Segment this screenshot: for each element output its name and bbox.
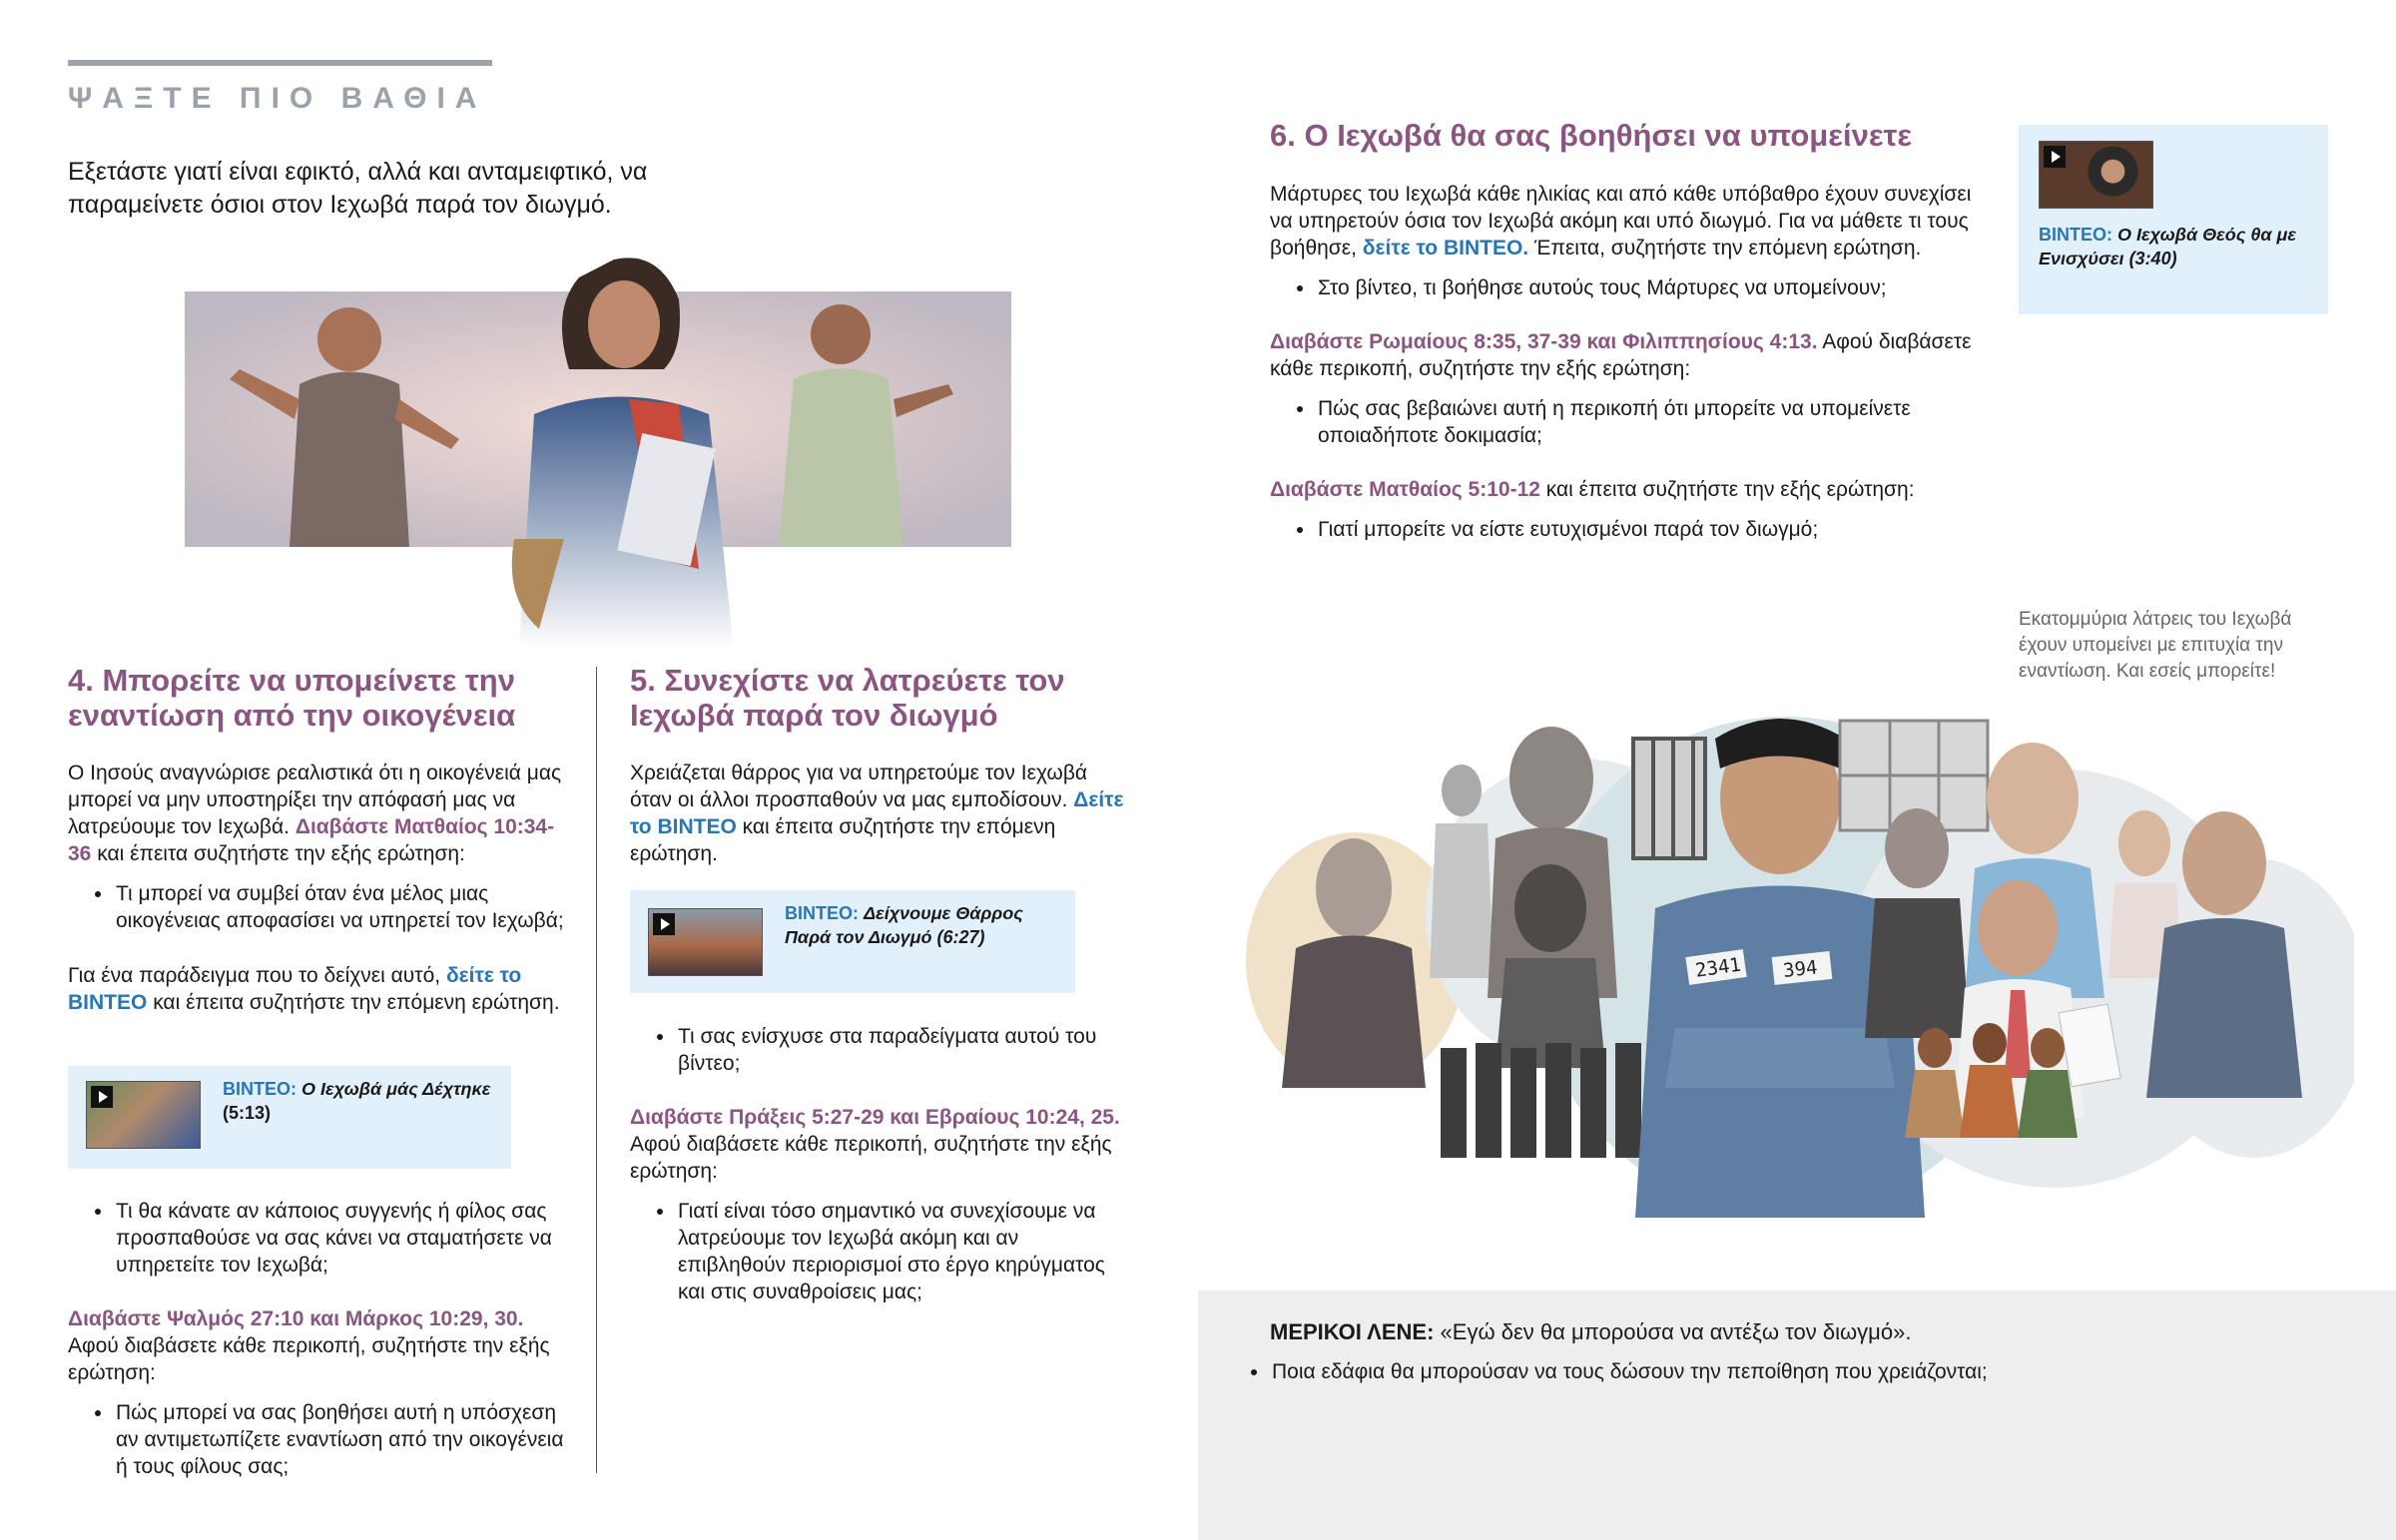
watch-video-link[interactable]: δείτε το ΒΙΝΤΕΟ xyxy=(68,964,522,1014)
video-card-section-5[interactable] xyxy=(630,890,1075,993)
section-4-continued xyxy=(68,1198,567,1480)
video-card-section-4[interactable] xyxy=(68,1066,511,1169)
illustration-caption: Εκατομμύρια λάτρεις του Ιεχωβά έχουν υπομείνει με επιτυχία την εναντίωση. Και εσείς μπορείτε! xyxy=(2019,609,2292,682)
some-say-label: ΜΕΡΙΚΟΙ ΛΕΝΕ: xyxy=(1270,1319,1435,1344)
question-item: • Γιατί είναι τόσο σημαντικό να συνεχίσουμε να λατρεύουμε τον Ιεχωβά ακόμη και αν επιβληθούν περιορισμοί στο έργο κηρύγματος και στις συναθροίσεις μας; xyxy=(676,1198,1124,1305)
section-5 xyxy=(630,663,1124,867)
section-4 xyxy=(68,663,567,1016)
section-kicker: ΨΑΞΤΕ ΠΙΟ ΒΑΘΙΑ xyxy=(68,82,487,115)
question-item: • Τι σας ενίσχυσε στα παραδείγματα αυτού του βίντεο; xyxy=(676,1023,1124,1077)
scripture-link[interactable]: Διαβάστε Ματθαίος 10:34-36 xyxy=(68,815,555,865)
scripture-link[interactable]: Διαβάστε Πράξεις 5:27-29 και Εβραίους 10:24, 25. xyxy=(630,1106,1120,1129)
section-6-paragraph-2: Διαβάστε Ρωμαίους 8:35, 37-39 και Φιλιππησίους 4:13. Αφού διαβάσετε κάθε περικοπή, συζητήστε την εξής ερώτηση: xyxy=(1270,330,1972,380)
section-5-paragraph-1: Χρειάζεται θάρρος για να υπηρετούμε τον Ιεχωβά όταν οι άλλοι προσπαθούν να μας εμποδίσουν. Δείτε το ΒΙΝΤΕΟ και έπειτα συζητήστε την επόμενη ερώτηση. xyxy=(630,762,1124,865)
question-item: • Γιατί μπορείτε να είστε ευτυχισμένοι παρά τον διωγμό; xyxy=(1316,516,1979,543)
video-thumbnail[interactable] xyxy=(648,908,763,976)
kicker-rule xyxy=(68,60,492,66)
question-item: • Τι μπορεί να συμβεί όταν ένα μέλος μιας οικογένειας αποφασίσει να υπηρετεί τον Ιεχωβά; xyxy=(114,880,567,934)
question-item: • Πώς σας βεβαιώνει αυτή η περικοπή ότι μπορείτε να υπομείνετε οποιαδήποτε δοκιμασία; xyxy=(1316,395,1979,449)
some-say-quote: «Εγώ δεν θα μπορούσα να αντέξω τον διωγμό». xyxy=(1440,1319,1912,1344)
question-item: • Ποια εδάφια θα μπορούσαν να τους δώσουν την πεποίθηση που χρειάζονται; xyxy=(1270,1358,2368,1385)
section-5-continued xyxy=(630,1023,1124,1305)
prisoner-number-1: 2341 xyxy=(1693,953,1743,982)
video-card-section-6[interactable] xyxy=(2019,125,2328,314)
intro-text: Εξετάστε γιατί είναι εφικτό, αλλά και ανταμειφτικό, να παραμείνετε όσιοι στον Ιεχωβά παρά τον διωγμό. xyxy=(68,158,648,219)
section-4-paragraph-3: Διαβάστε Ψαλμός 27:10 και Μάρκος 10:29, 30. Αφού διαβάσετε κάθε περικοπή, συζητήστε την εξής ερώτηση: xyxy=(68,1307,550,1384)
question-list xyxy=(630,1023,1124,1077)
prisoner-number-2: 394 xyxy=(1782,956,1819,982)
question-item: • Πώς μπορεί να σας βοηθήσει αυτή η υπόσχεση αν αντιμετωπίζετε εναντίωση από την οικογένεια ή τους φίλους σας; xyxy=(114,1399,567,1480)
question-list xyxy=(1270,274,1979,301)
question-list xyxy=(1224,1358,2368,1385)
scripture-link[interactable]: Διαβάστε Ματθαίος 5:10-12 xyxy=(1270,478,1540,501)
watch-video-link[interactable]: δείτε το ΒΙΝΤΕΟ. xyxy=(1362,237,1529,259)
section-4-paragraph-2: Για ένα παράδειγμα που το δείχνει αυτό, δείτε το ΒΙΝΤΕΟ και έπειτα συζητήστε την επόμενη ερώτηση. xyxy=(68,964,560,1014)
section-6-title: 6. Ο Ιεχωβά θα σας βοηθήσει να υπομείνετε xyxy=(1270,118,1913,153)
section-6 xyxy=(1270,118,1979,543)
video-caption: ΒΙΝΤΕΟ: Δείχνουμε Θάρρος Παρά τον Διωγμό (6:27) xyxy=(785,903,1023,947)
section-4-paragraph-1: Ο Ιησούς αναγνώρισε ρεαλιστικά ότι η οικογένειά μας μπορεί να μην υποστηρίξει την απόφασή μας να λατρεύουμε τον Ιεχωβά. Διαβάστε Ματθαίος 10:34-36 και έπειτα συζητήστε την εξής ερώτηση: xyxy=(68,762,562,865)
some-say-box xyxy=(1198,1290,2396,1540)
question-item: • Στο βίντεο, τι βοήθησε αυτούς τους Μάρτυρες να υπομείνουν; xyxy=(1316,274,1979,301)
video-thumbnail[interactable] xyxy=(86,1081,201,1149)
some-say-statement xyxy=(1270,1318,1911,1345)
question-list xyxy=(1270,395,1979,449)
play-icon[interactable] xyxy=(653,913,675,935)
question-item: • Τι θα κάνατε αν κάποιος συγγενής ή φίλος σας προσπαθούσε να σας κάνει να σταματήσετε να υπηρετείτε τον Ιεχωβά; xyxy=(114,1198,567,1279)
video-caption: ΒΙΝΤΕΟ: Ο Ιεχωβά μάς Δέχτηκε (5:13) xyxy=(223,1079,491,1123)
question-list xyxy=(630,1198,1124,1305)
watch-video-link[interactable]: Δείτε το ΒΙΝΤΕΟ xyxy=(630,788,1124,838)
faithful-witnesses-collage xyxy=(1226,699,2354,1218)
column-divider xyxy=(596,667,597,1473)
section-5-title: 5. Συνεχίστε να λατρεύετε τον Ιεχωβά παρά τον διωγμό xyxy=(630,663,1065,733)
play-icon[interactable] xyxy=(2044,146,2066,168)
video-caption: ΒΙΝΤΕΟ: Ο Ιεχωβά Θεός θα με Ενισχύσει (3:40) xyxy=(2039,225,2296,268)
section-4-title: 4. Μπορείτε να υπομείνετε την εναντίωση από την οικογένεια xyxy=(68,663,516,733)
question-list xyxy=(68,1399,567,1480)
section-6-paragraph-3: Διαβάστε Ματθαίος 5:10-12 και έπειτα συζητήστε την εξής ερώτηση: xyxy=(1270,478,1915,501)
section-6-paragraph-1: Μάρτυρες του Ιεχωβά κάθε ηλικίας και από κάθε υπόβαθρο έχουν συνεχίσει να υπηρετούν όσια τον Ιεχωβά ακόμη και υπό διωγμό. Για να μάθετε τι τους βοήθησε, δείτε το ΒΙΝΤΕΟ. Έπειτα, συζητήστε την επόμενη ερώτηση. xyxy=(1270,183,1972,259)
scripture-link[interactable]: Διαβάστε Ψαλμός 27:10 και Μάρκος 10:29, 30. xyxy=(68,1307,524,1330)
question-list xyxy=(1270,516,1979,543)
section-5-paragraph-2: Διαβάστε Πράξεις 5:27-29 και Εβραίους 10:24, 25. Αφού διαβάσετε κάθε περικοπή, συζητήστε την εξής ερώτηση: xyxy=(630,1106,1120,1183)
family-opposition-illustration xyxy=(160,240,1058,649)
question-list xyxy=(68,1198,567,1279)
video-thumbnail[interactable] xyxy=(2039,141,2153,209)
question-list xyxy=(68,880,567,934)
play-icon[interactable] xyxy=(91,1086,113,1108)
scripture-link[interactable]: Διαβάστε Ρωμαίους 8:35, 37-39 και Φιλιππησίους 4:13. xyxy=(1270,330,1818,353)
